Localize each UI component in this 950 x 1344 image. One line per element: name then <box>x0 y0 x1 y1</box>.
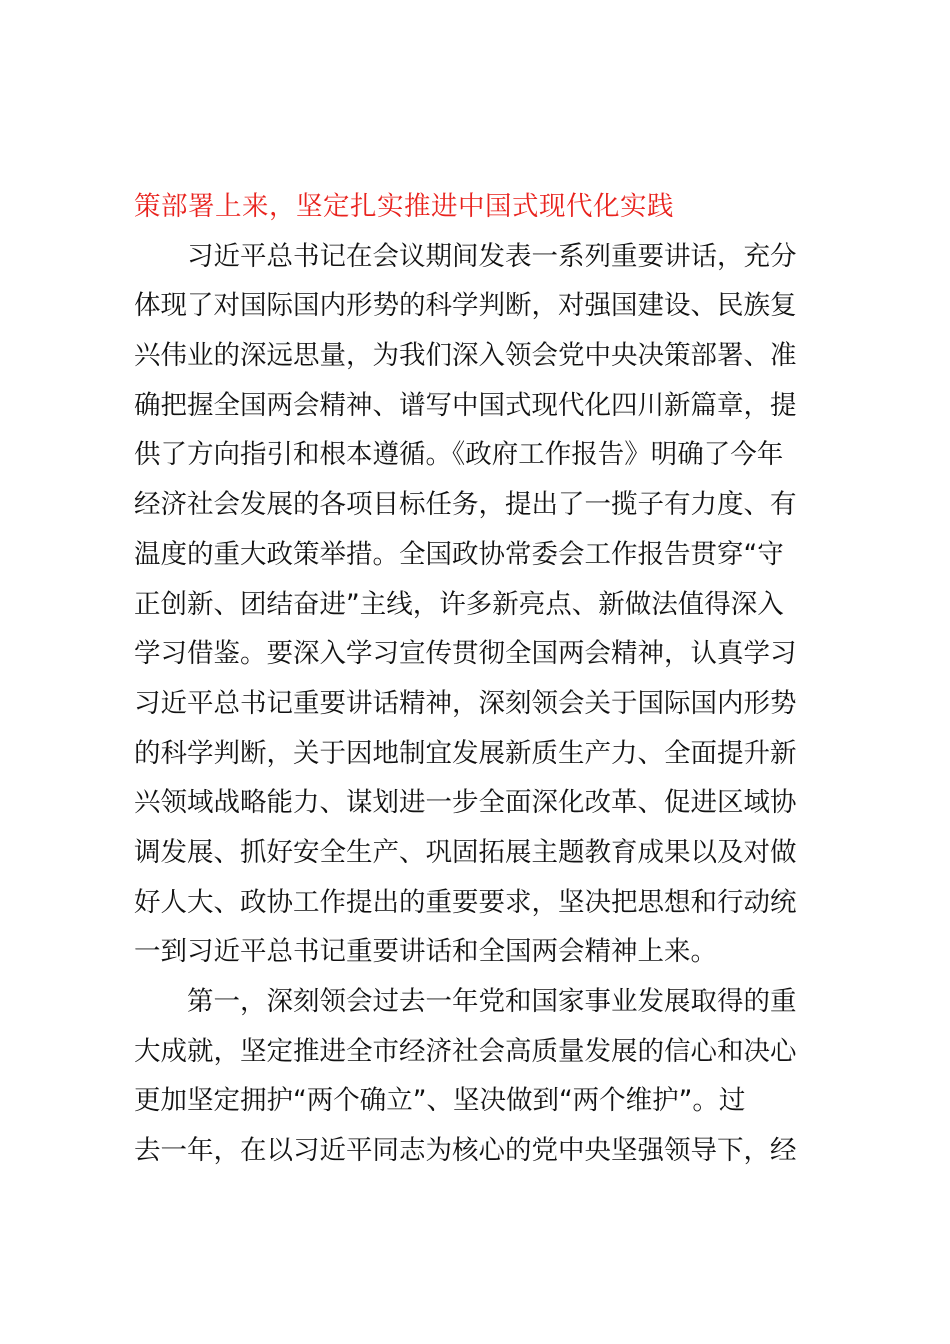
paragraph-line-14: 好人大、政协工作提出的重要要求，坚决把思想和行动统 <box>134 886 797 918</box>
paragraph-line-2: 体现了对国际国内形势的科学判断，对强国建设、民族复 <box>134 290 797 322</box>
paragraph-line-13: 调发展、抓好安全生产、巩固拓展主题教育成果以及对做 <box>134 836 797 868</box>
paragraph-line-5: 供了方向指引和根本遵循。《政府工作报告》明确了今年 <box>134 439 784 471</box>
section-heading: 策部署上来，坚定扎实推进中国式现代化实践 <box>134 191 674 222</box>
paragraph-line-6: 经济社会发展的各项目标任务，提出了一揽子有力度、有 <box>134 489 797 521</box>
paragraph-line-10: 习近平总书记重要讲话精神，深刻领会关于国际国内形势 <box>134 687 797 719</box>
paragraph-line-7: 温度的重大政策举措。全国政协常委会工作报告贯穿“守 <box>134 538 784 570</box>
paragraph-line-19: 去一年，在以习近平同志为核心的党中央坚强领导下，经 <box>134 1135 797 1167</box>
paragraph-line-15: 一到习近平总书记重要讲话和全国两会精神上来。 <box>134 936 717 968</box>
paragraph-line-1: 习近平总书记在会议期间发表一系列重要讲话，充分 <box>134 240 797 272</box>
paragraph-line-8: 正创新、团结奋进”主线，许多新亮点、新做法值得深入 <box>134 588 784 620</box>
paragraph-line-16: 第一，深刻领会过去一年党和国家事业发展取得的重 <box>134 986 797 1017</box>
paragraph-line-11: 的科学判断，关于因地制宜发展新质生产力、全面提升新 <box>134 737 797 769</box>
paragraph-line-3: 兴伟业的深远思量，为我们深入领会党中央决策部署、准 <box>134 340 797 372</box>
document-text <box>134 182 834 1176</box>
paragraph-line-17: 大成就，坚定推进全市经济社会高质量发展的信心和决心 <box>134 1035 797 1067</box>
paragraph-line-9: 学习借鉴。要深入学习宣传贯彻全国两会精神，认真学习 <box>134 638 797 670</box>
paragraph-line-4: 确把握全国两会精神、谱写中国式现代化四川新篇章，提 <box>134 389 797 421</box>
paragraph-line-18: 更加坚定拥护“两个确立”、坚决做到“两个维护”。过 <box>134 1085 746 1117</box>
paragraph-line-12: 兴领域战略能力、谋划进一步全面深化改革、促进区域协 <box>134 787 797 819</box>
